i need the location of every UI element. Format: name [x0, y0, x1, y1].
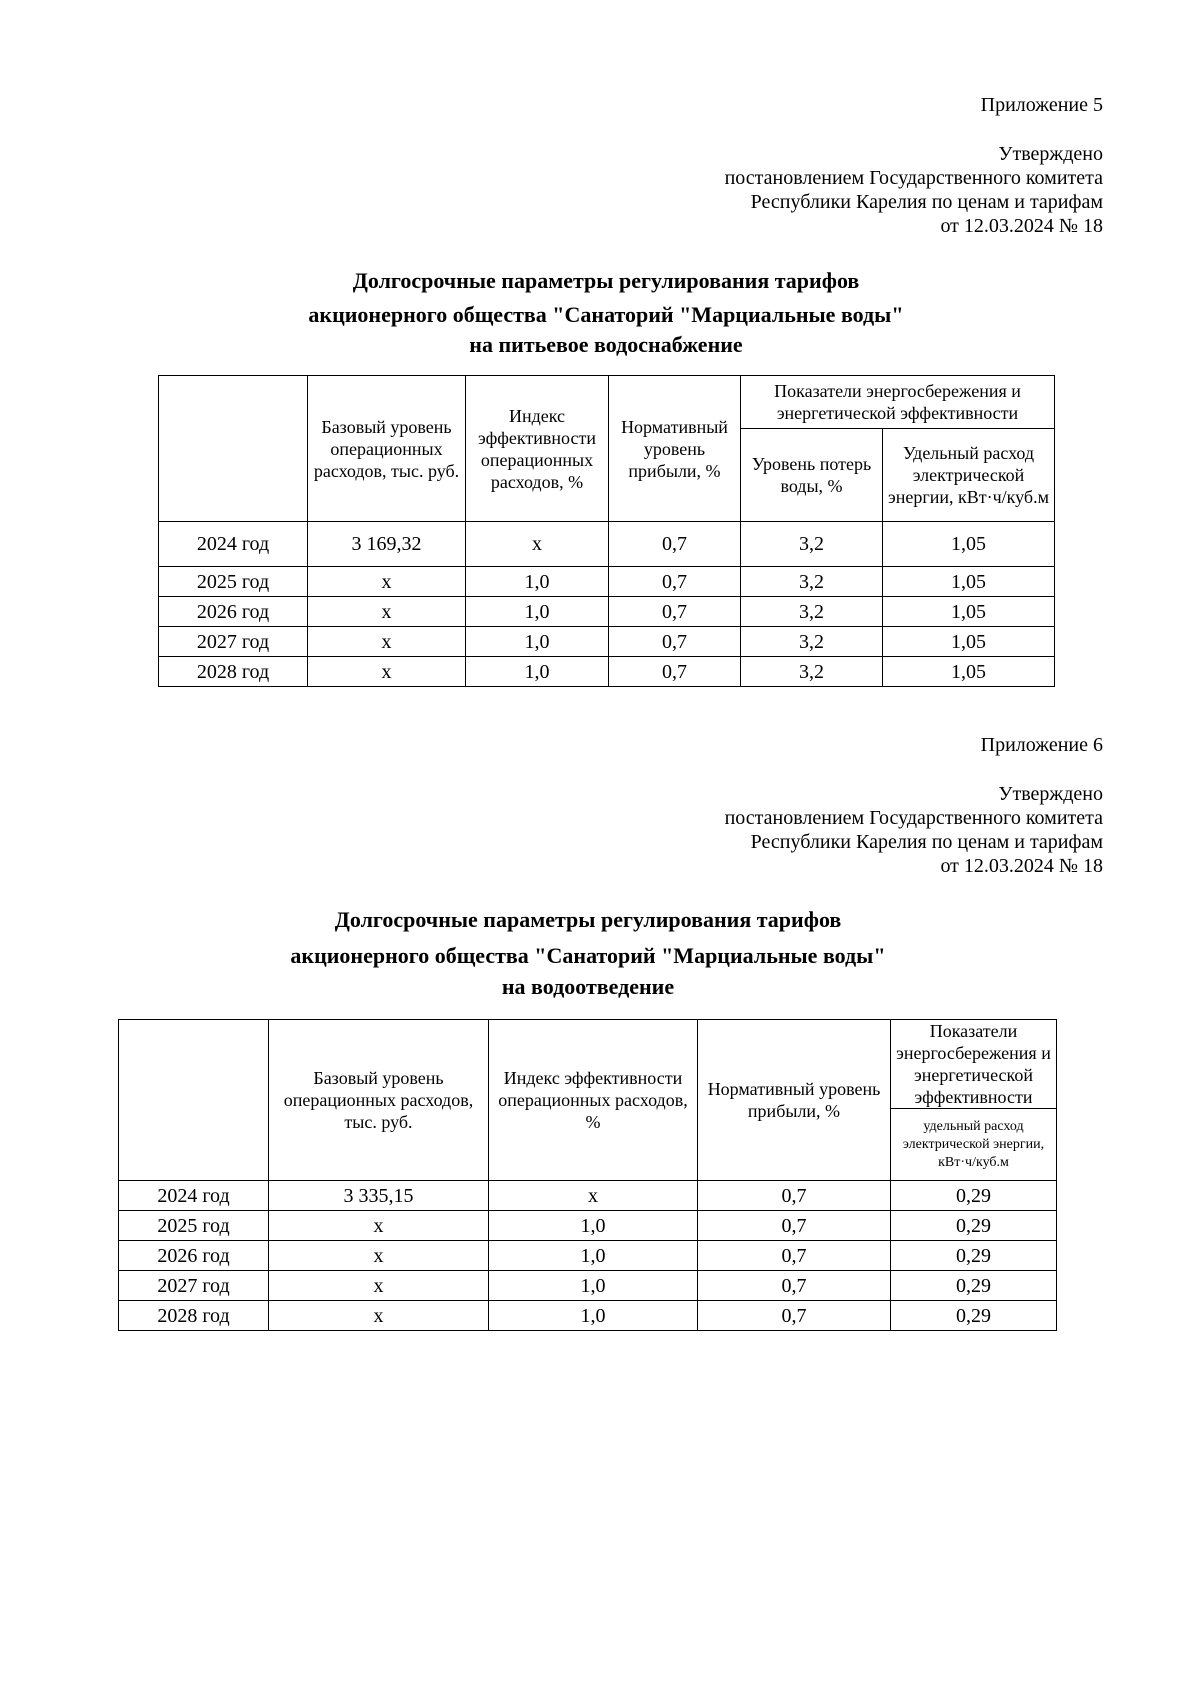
cell-base: х [269, 1301, 489, 1331]
cell-electricity: 1,05 [883, 522, 1055, 567]
cell-index: 1,0 [466, 597, 609, 627]
header-energy-group: Показатели энергосбережения и энергетической эффективности [741, 376, 1055, 429]
annex-5-approval [725, 142, 1103, 238]
annex-6-approval [725, 782, 1103, 878]
approval-line: Республики Карелия по ценам и тарифам [750, 831, 1103, 853]
cell-year: 2026 год [119, 1241, 269, 1271]
table-row [119, 1301, 1057, 1331]
cell-profit: 0,7 [609, 567, 741, 597]
cell-index: 1,0 [466, 657, 609, 687]
cell-index: 1,0 [489, 1211, 698, 1241]
header-empty [159, 376, 308, 522]
header-water-loss: Уровень потерь воды, % [741, 429, 883, 522]
cell-water-loss: 3,2 [741, 627, 883, 657]
cell-index: 1,0 [466, 567, 609, 597]
cell-year: 2027 год [159, 627, 308, 657]
cell-year: 2026 год [159, 597, 308, 627]
header-profit-level: Нормативный уровень прибыли, % [698, 1020, 891, 1181]
approval-line: постановлением Государственного комитета [724, 167, 1103, 189]
annex-6-title [286, 902, 890, 1000]
cell-base: х [308, 567, 466, 597]
cell-year: 2027 год [119, 1271, 269, 1301]
cell-index: 1,0 [489, 1271, 698, 1301]
title-line: акционерного общества "Санаторий "Марциальные воды" [290, 943, 886, 968]
annex-6-label: Приложение 6 [980, 734, 1103, 756]
cell-profit: 0,7 [609, 522, 741, 567]
table-row [119, 1271, 1057, 1301]
table-row [159, 657, 1055, 687]
annex-5-table [158, 375, 1055, 687]
cell-profit: 0,7 [609, 597, 741, 627]
cell-index: 1,0 [466, 627, 609, 657]
cell-water-loss: 3,2 [741, 522, 883, 567]
cell-year: 2028 год [119, 1301, 269, 1331]
header-base-opex: Базовый уровень операционных расходов, тыс. руб. [308, 376, 466, 522]
cell-profit: 0,7 [698, 1301, 891, 1331]
cell-base: х [269, 1271, 489, 1301]
table-row [159, 627, 1055, 657]
header-efficiency-index: Индекс эффективности операционных расходов, % [489, 1020, 698, 1181]
cell-electricity: 0,29 [891, 1301, 1057, 1331]
cell-profit: 0,7 [609, 657, 741, 687]
header-electricity: Удельный расход электрической энергии, кВт·ч/куб.м [883, 429, 1055, 522]
table-row [159, 522, 1055, 567]
annex-5-label: Приложение 5 [980, 94, 1103, 116]
table-row [119, 1181, 1057, 1211]
cell-base: х [269, 1211, 489, 1241]
cell-electricity: 1,05 [883, 597, 1055, 627]
title-line: акционерного общества "Санаторий "Марциальные воды" [308, 302, 904, 327]
cell-year: 2028 год [159, 657, 308, 687]
cell-profit: 0,7 [609, 627, 741, 657]
approval-line: от 12.03.2024 № 18 [940, 855, 1103, 877]
title-line: на водоотведение [501, 974, 675, 999]
cell-year: 2024 год [159, 522, 308, 567]
cell-electricity: 1,05 [883, 627, 1055, 657]
cell-base: х [269, 1241, 489, 1271]
approval-line: Утверждено [998, 783, 1103, 805]
cell-year: 2025 год [159, 567, 308, 597]
title-line: Долгосрочные параметры регулирования тарифов [352, 268, 860, 293]
title-line: на питьевое водоснабжение [469, 332, 743, 357]
cell-water-loss: 3,2 [741, 567, 883, 597]
cell-profit: 0,7 [698, 1211, 891, 1241]
header-efficiency-index: Индекс эффективности операционных расходов, % [466, 376, 609, 522]
cell-electricity: 1,05 [883, 567, 1055, 597]
cell-base: х [308, 597, 466, 627]
cell-electricity: 0,29 [891, 1271, 1057, 1301]
header-base-opex: Базовый уровень операционных расходов, тыс. руб. [269, 1020, 489, 1181]
approval-line: постановлением Государственного комитета [724, 807, 1103, 829]
cell-electricity: 0,29 [891, 1181, 1057, 1211]
cell-base: х [308, 657, 466, 687]
table-row [119, 1241, 1057, 1271]
approval-line: от 12.03.2024 № 18 [940, 215, 1103, 237]
annex-6-table [118, 1019, 1057, 1331]
approval-line: Республики Карелия по ценам и тарифам [750, 191, 1103, 213]
cell-year: 2024 год [119, 1181, 269, 1211]
cell-base: 3 335,15 [269, 1181, 489, 1211]
title-line: Долгосрочные параметры регулирования тарифов [334, 907, 842, 932]
cell-base: 3 169,32 [308, 522, 466, 567]
cell-electricity: 0,29 [891, 1211, 1057, 1241]
header-profit-level: Нормативный уровень прибыли, % [609, 376, 741, 522]
header-empty [119, 1020, 269, 1181]
cell-index: 1,0 [489, 1301, 698, 1331]
cell-index: х [466, 522, 609, 567]
approval-line: Утверждено [998, 143, 1103, 165]
header-electricity: удельный расход электрической энергии, кВт·ч/куб.м [891, 1109, 1057, 1181]
cell-profit: 0,7 [698, 1271, 891, 1301]
cell-electricity: 0,29 [891, 1241, 1057, 1271]
table-row [119, 1211, 1057, 1241]
cell-year: 2025 год [119, 1211, 269, 1241]
cell-base: х [308, 627, 466, 657]
table-row [159, 597, 1055, 627]
cell-water-loss: 3,2 [741, 657, 883, 687]
cell-index: 1,0 [489, 1241, 698, 1271]
cell-index: х [489, 1181, 698, 1211]
header-energy-group: Показатели энергосбережения и энергетической эффективности [891, 1020, 1057, 1109]
cell-profit: 0,7 [698, 1181, 891, 1211]
cell-electricity: 1,05 [883, 657, 1055, 687]
cell-profit: 0,7 [698, 1241, 891, 1271]
annex-5-title [304, 264, 908, 358]
table-row [159, 567, 1055, 597]
cell-water-loss: 3,2 [741, 597, 883, 627]
